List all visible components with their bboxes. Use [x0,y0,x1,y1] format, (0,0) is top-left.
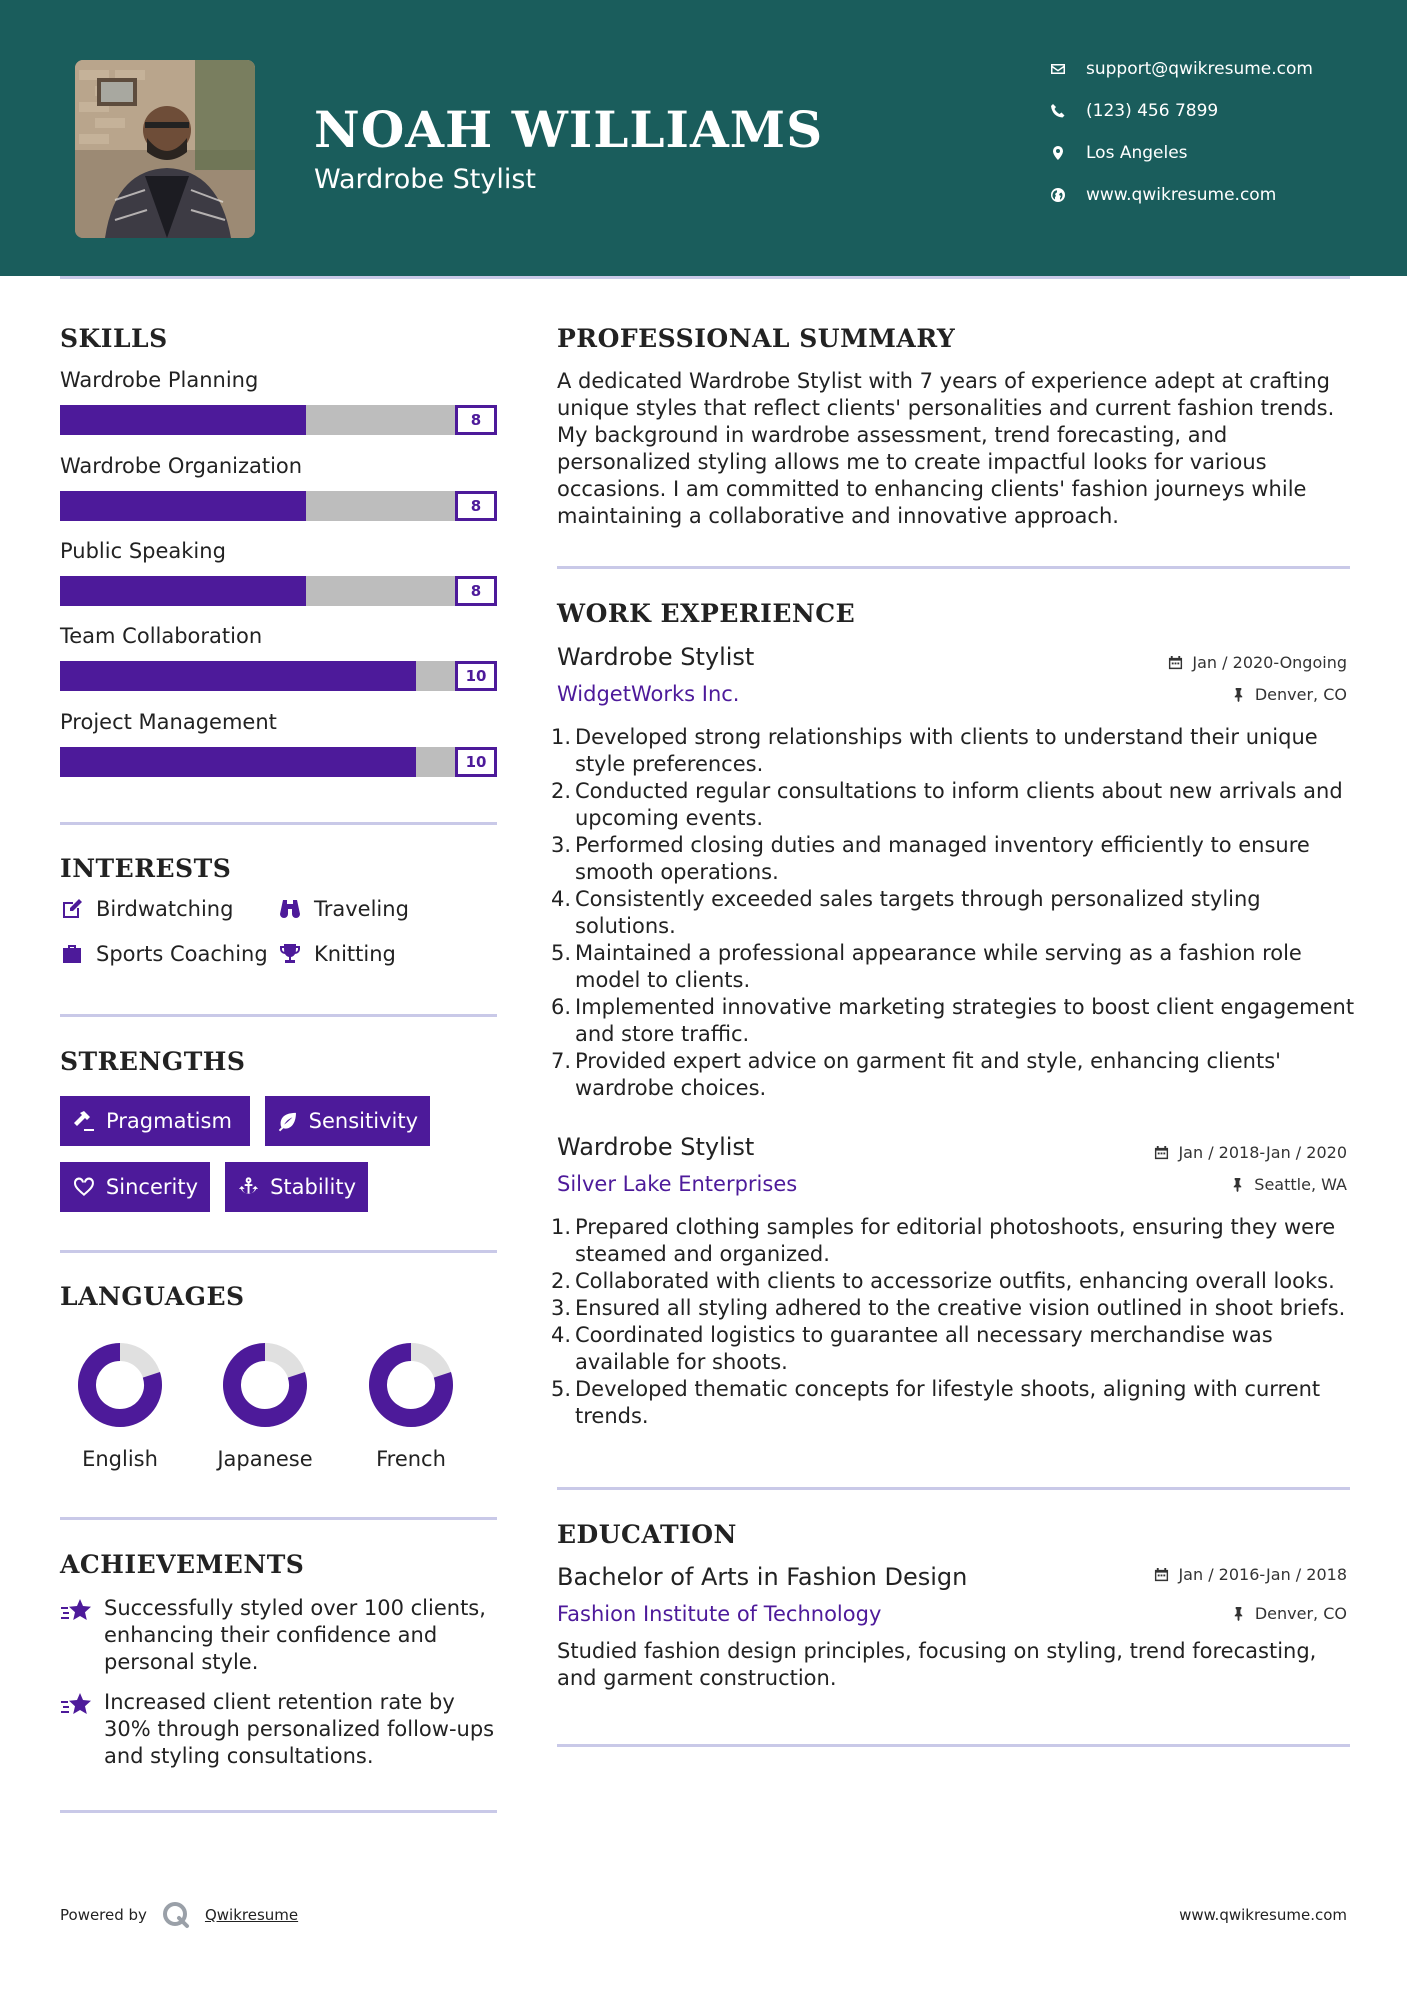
section-divider [60,1014,497,1017]
language-label: Japanese [217,1447,313,1471]
skill-label: Wardrobe Planning [60,368,259,392]
company-name: WidgetWorks Inc. [557,682,740,706]
interest-label: Knitting [314,942,396,966]
strength-label: Pragmatism [106,1109,232,1133]
language-level-ring [75,1340,165,1430]
job-bullet: 6. Implemented innovative marketing strategies to boost client engagement and store traffic. [551,995,1355,1046]
interest-item [278,897,409,921]
section-divider [557,1744,1350,1747]
language-level-ring [366,1340,456,1430]
education-location-text: Denver, CO [1254,1604,1347,1623]
degree-title: Bachelor of Arts in Fashion Design [557,1563,968,1591]
skill-score-badge: 8 [455,405,497,435]
calendar-icon [1154,1145,1169,1160]
achievement-text: Increased client retention rate by 30% through personalized follow-ups and styling consultations. [104,1690,495,1768]
globe-icon [1050,187,1086,203]
language-level-ring [220,1340,310,1430]
job-location [1231,685,1347,704]
skill-bar-fill [60,491,306,521]
footer-powered-by [60,1900,298,1930]
job-bullet: 2. Collaborated with clients to accessorize outfits, enhancing overall looks. [551,1269,1335,1293]
school-name: Fashion Institute of Technology [557,1602,882,1626]
leaf-icon [277,1109,299,1133]
qwikresume-logo-icon [161,1900,191,1930]
skill-bar-fill [60,747,416,777]
language-label: French [376,1447,446,1471]
job-bullet: 1. Prepared clothing samples for editorial photoshoots, ensuring they were steamed and organized. [551,1215,1336,1266]
job-bullet: 4. Coordinated logistics to guarantee all necessary merchandise was available for shoots. [551,1323,1273,1374]
profile-photo-image [75,60,255,238]
profile-photo [75,60,255,238]
shooting-star-icon [60,1597,92,1625]
skill-label: Wardrobe Organization [60,454,303,478]
skill-label: Public Speaking [60,539,226,563]
job-bullet: 1. Developed strong relationships with clients to understand their unique style preferences. [551,725,1318,776]
section-divider [60,1517,497,1520]
education-title: EDUCATION [557,1520,737,1549]
experience-title: WORK EXPERIENCE [557,599,856,628]
interest-label: Traveling [314,897,409,921]
section-divider [60,1810,497,1813]
contact-website[interactable] [1050,180,1390,210]
footer-url[interactable]: www.qwikresume.com [1179,1906,1347,1924]
skill-score-badge: 8 [455,491,497,521]
company-name: Silver Lake Enterprises [557,1172,798,1196]
job-bullet: 2. Conducted regular consultations to inform clients about new arrivals and upcoming events. [551,779,1343,830]
job-bullet: 7. Provided expert advice on garment fit and style, enhancing clients' wardrobe choices. [551,1049,1281,1100]
skill-bar [60,491,497,521]
pushpin-icon [1231,687,1246,702]
candidate-name: NOAH WILLIAMS [314,100,824,159]
skill-bar [60,661,497,691]
contact-website-text: www.qwikresume.com [1086,185,1277,205]
strength-tag [225,1162,368,1212]
education-date-text: Jan / 2016-Jan / 2018 [1178,1565,1347,1584]
interest-item [60,942,268,966]
education-location [1231,1604,1347,1623]
interest-label: Sports Coaching [96,942,268,966]
skill-bar-fill [60,661,416,691]
strengths-title: STRENGTHS [60,1047,246,1076]
briefcase-icon [60,942,84,966]
gavel-icon [72,1109,96,1133]
contact-phone[interactable] [1050,96,1390,126]
calendar-icon [1154,1567,1169,1582]
interest-item [60,897,233,921]
skill-label: Project Management [60,710,277,734]
language-label: English [82,1447,158,1471]
contact-email-text: support@qwikresume.com [1086,59,1313,79]
section-divider [557,566,1350,569]
edit-icon [60,897,84,921]
job-date-text: Jan / 2020-Ongoing [1192,653,1347,672]
powered-by-text: Powered by [60,1906,147,1924]
section-divider [60,1250,497,1253]
pushpin-icon [1231,1606,1246,1621]
skill-bar-fill [60,576,306,606]
education-text: Studied fashion design principles, focusing on styling, trend forecasting, and garment construction. [557,1639,1317,1690]
contact-email[interactable] [1050,54,1390,84]
binoculars-icon [278,897,302,921]
job-bullet: 3. Performed closing duties and managed inventory efficiently to ensure smooth operations. [551,833,1310,884]
job-location-text: Denver, CO [1254,685,1347,704]
strength-tag [265,1096,430,1146]
interest-label: Birdwatching [96,897,234,921]
job-location-text: Seattle, WA [1254,1175,1347,1194]
achievements-title: ACHIEVEMENTS [60,1550,305,1579]
skill-score-badge: 10 [455,661,497,691]
calendar-icon [1168,655,1183,670]
job-location [1230,1175,1347,1194]
job-date-text: Jan / 2018-Jan / 2020 [1178,1143,1347,1162]
summary-text: A dedicated Wardrobe Stylist with 7 years of experience adept at crafting unique styles that reflect clients' personalities and current fashion trends. My background in wardrobe assessment, trend forecasting, and personalized styling allows me to create impactful looks for various occasions. I am committed to enhancing clients' fashion journeys while maintaining a collaborative and innovative approach. [557,369,1335,528]
interests-title: INTERESTS [60,854,232,883]
trophy-icon [278,942,302,966]
skill-bar-fill [60,405,306,435]
skill-score-badge: 10 [455,747,497,777]
job-bullet: 3. Ensured all styling adhered to the creative vision outlined in shoot briefs. [551,1296,1346,1320]
skill-label: Team Collaboration [60,624,263,648]
job-title: Wardrobe Stylist [557,1133,755,1161]
contact-location-text: Los Angeles [1086,143,1188,163]
strength-label: Sensitivity [308,1109,418,1133]
header-divider [60,276,1350,279]
languages-title: LANGUAGES [60,1282,245,1311]
candidate-role: Wardrobe Stylist [314,164,536,195]
heart-icon [72,1175,96,1199]
contact-phone-text: (123) 456 7899 [1086,101,1219,121]
phone-icon [1050,103,1086,119]
job-bullet: 4. Consistently exceeded sales targets through personalized styling solutions. [551,887,1261,938]
anchor-icon [237,1175,260,1199]
achievement-item [60,1595,500,1676]
achievement-item [60,1689,500,1770]
job-bullet: 5. Developed thematic concepts for lifestyle shoots, aligning with current trends. [551,1377,1321,1428]
job-bullets [551,724,1357,1102]
skill-bar [60,747,497,777]
education-date [1154,1565,1347,1584]
job-date [1168,653,1347,672]
map-pin-icon [1050,145,1086,161]
section-divider [557,1487,1350,1490]
skill-score-badge: 8 [455,576,497,606]
strength-tag [60,1096,250,1146]
qwikresume-link[interactable]: Qwikresume [204,1906,299,1924]
skill-bar [60,576,497,606]
envelope-icon [1050,61,1086,77]
contact-location [1050,138,1390,168]
strength-label: Sincerity [105,1175,198,1199]
achievement-text: Successfully styled over 100 clients, enhancing their confidence and personal style. [104,1596,486,1674]
job-date [1154,1143,1347,1162]
skill-bar [60,405,497,435]
section-divider [60,822,497,825]
strength-tag [60,1162,210,1212]
summary-title: PROFESSIONAL SUMMARY [557,324,956,353]
interest-item [278,942,396,966]
resume-header [0,0,1407,276]
strength-label: Stability [270,1175,356,1199]
job-bullet: 5. Maintained a professional appearance while serving as a fashion role model to clients. [551,941,1302,992]
pushpin-icon [1230,1177,1245,1192]
shooting-star-icon [60,1691,92,1719]
skills-title: SKILLS [60,324,168,353]
job-bullets [551,1214,1357,1430]
job-title: Wardrobe Stylist [557,643,755,671]
